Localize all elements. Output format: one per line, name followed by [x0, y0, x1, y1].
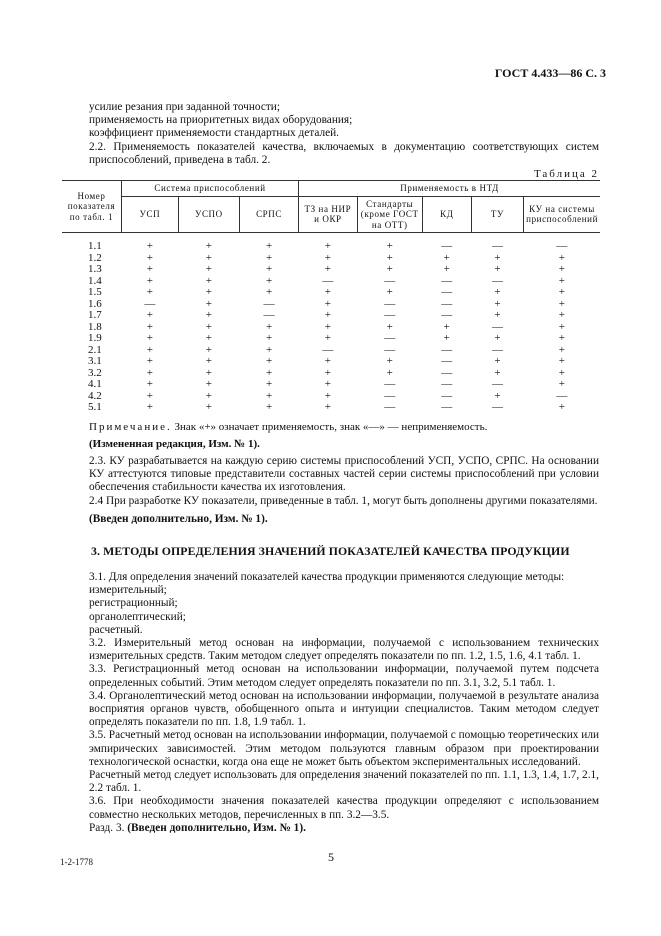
table-cell: +: [265, 320, 273, 333]
table-cell: +: [386, 320, 393, 333]
table-cell: +: [558, 309, 565, 321]
table-cell: +: [205, 251, 212, 264]
table-2: [62, 180, 600, 414]
th-tu: ТУ: [471, 196, 523, 233]
table-cell: —: [441, 240, 453, 252]
table-cell: +: [494, 366, 501, 379]
table-cell: —: [491, 240, 503, 252]
table-cell: +: [205, 286, 212, 298]
th-standards: Стандарты (кроме ГОСТ на ОТТ): [357, 196, 422, 233]
intro-line-1: усилие резания при заданной точности;: [89, 101, 280, 113]
table-cell: +: [494, 263, 501, 275]
paragraph-3-1: 3.1. Для определения значений показателей качества продукции применяются следующие методы:: [89, 571, 565, 583]
table-cell: +: [146, 286, 153, 298]
note-label: Примечание.: [89, 421, 172, 433]
th-uspo: УСПО: [178, 196, 239, 233]
table-row: [62, 287, 600, 299]
table-cell: +: [324, 286, 331, 298]
row-number-cell: 1.3: [88, 263, 102, 275]
table-cell: +: [558, 401, 565, 413]
table-cell: +: [558, 297, 565, 310]
edit-note-1: (Измененная редакция, Изм. № 1).: [89, 438, 260, 451]
table-cell: +: [494, 251, 501, 264]
row-number-cell: 1.8: [88, 320, 102, 333]
section-3-body: [89, 571, 599, 835]
table-cell: +: [324, 251, 331, 264]
table-cell: +: [205, 401, 212, 413]
table-cell: +: [324, 240, 331, 252]
table-cell: +: [494, 286, 501, 298]
table-row: [62, 368, 600, 380]
row-number-cell: 4.1: [88, 378, 102, 390]
paragraph-2-3: 2.3. КУ разрабатывается на каждую серию системы приспособлений УСП, УСПО, СРПС. На основании КУ аттестуются типовые представители составных частей серии системы приспособлений при условии обеспечения стабильности качества их изготовления.: [89, 455, 599, 494]
table-cell: +: [558, 251, 565, 264]
table-row: [62, 379, 600, 391]
table-cell: +: [205, 332, 212, 344]
table-cell: +: [443, 332, 450, 344]
intro-block: [89, 101, 599, 167]
table-cell: +: [265, 389, 273, 402]
table-row: [62, 391, 600, 403]
table-cell: +: [443, 263, 450, 275]
footer-code: 1-2-1778: [60, 857, 93, 867]
table-row: [62, 322, 600, 334]
table-cell: —: [441, 389, 453, 402]
table-cell: +: [265, 240, 273, 252]
table-cell: —: [441, 401, 453, 413]
section-3-title: 3. МЕТОДЫ ОПРЕДЕЛЕНИЯ ЗНАЧЕНИЙ ПОКАЗАТЕЛЕЙ КАЧЕСТВА ПРОДУКЦИИ: [91, 544, 570, 558]
paragraph-3-5: 3.5. Расчетный метод основан на использовании информации, получаемой с помощью теоретических или эмпирических зависимостей. Этим методом пользуются главным образом при проектировании технологической оснастки, когда она еще не может быть объектом экспериментальных исследований.: [89, 729, 599, 768]
table-cell: —: [384, 378, 396, 390]
table-cell: +: [205, 309, 212, 321]
table-cell: +: [558, 263, 565, 275]
table-cell: +: [494, 297, 501, 310]
table-cell: +: [205, 389, 212, 402]
th-tz: ТЗ на НИР и ОКР: [299, 196, 357, 233]
table-row: [62, 264, 600, 276]
table-cell: +: [558, 332, 565, 344]
table-cell: +: [265, 355, 273, 367]
table-row: [62, 402, 600, 414]
row-number-cell: 1.4: [88, 274, 102, 287]
table-cell: +: [205, 297, 212, 310]
method-4: расчетный.: [89, 623, 143, 636]
table-cell: +: [205, 378, 212, 390]
table-cell: —: [263, 297, 275, 310]
row-number-cell: 2.1: [88, 343, 102, 356]
table-cell: +: [205, 240, 212, 252]
table-cell: —: [322, 274, 334, 287]
note-text: Знак «+» означает применяемость, знак «—» — неприменяемость.: [171, 421, 488, 433]
table-caption: Таблица 2: [533, 168, 599, 180]
table-cell: +: [146, 343, 153, 356]
th-usp: УСП: [121, 196, 178, 233]
table-cell: —: [441, 355, 453, 367]
table-cell: —: [441, 309, 453, 321]
table-cell: +: [205, 366, 212, 379]
paragraph-2-2: 2.2. Применяемость показателей качества, включаемых в документацию соответствующих систем приспособлений, приведена в табл. 2.: [89, 140, 599, 166]
table-cell: +: [265, 263, 273, 275]
table-cell: —: [384, 389, 396, 402]
table-cell: +: [146, 274, 153, 287]
table-cell: +: [146, 251, 153, 264]
table-row: [62, 345, 600, 357]
table-row: [62, 310, 600, 322]
table-cell: +: [386, 355, 393, 367]
table-cell: —: [144, 297, 156, 310]
table-cell: —: [441, 366, 453, 379]
table-cell: —: [384, 274, 396, 287]
table-cell: +: [146, 309, 153, 321]
table-cell: +: [265, 332, 273, 344]
table-cell: +: [558, 274, 565, 287]
intro-line-2: применяемость на приоритетных видах оборудования;: [89, 114, 353, 127]
razd-3-note: [89, 822, 599, 835]
table-cell: +: [443, 251, 450, 264]
method-3: органолептический;: [89, 610, 186, 623]
table-cell: —: [384, 309, 396, 321]
th-group-ntd: Применяемость в НТД: [299, 181, 600, 197]
paragraph-3-2: 3.2. Измерительный метод основан на информации, получаемой с использованием технических измерительных средств. Таким методом следует определять показатели по пп. 1.2, 1.5, 1.6, 4.1 табл. 1.: [89, 637, 599, 663]
table-cell: —: [491, 378, 503, 390]
table-cell: +: [558, 378, 565, 390]
table-cell: +: [386, 263, 393, 275]
table-cell: +: [386, 366, 393, 379]
table-cell: +: [146, 355, 153, 367]
paragraph-3-6: 3.6. При необходимости значения показателей качества продукции определяют с использованием совместно нескольких методов, перечисленных в пп. 3.2—3.5.: [89, 795, 599, 821]
table-row: [62, 276, 600, 288]
table-body: [62, 233, 600, 414]
table-cell: +: [494, 309, 501, 321]
page-number: 5: [328, 850, 334, 864]
note-block: [89, 421, 599, 451]
table-cell: +: [265, 286, 273, 298]
th-num: Номер показателя по табл. 1: [62, 181, 121, 233]
table-row: [62, 253, 600, 265]
razd-prefix: Разд. 3.: [89, 821, 128, 834]
table-cell: —: [441, 274, 453, 287]
table-row: [62, 333, 600, 345]
table-cell: —: [556, 240, 568, 252]
paragraph-3-3: 3.3. Регистрационный метод основан на использовании информации, получаемой путем подсчета определенных событий. Этим методом следует определять показатели по пп. 3.1, 3.2, 5.1 табл. 1.: [89, 663, 599, 689]
row-number-cell: 3.1: [88, 355, 102, 367]
table-cell: +: [494, 355, 501, 367]
row-number-cell: 1.2: [88, 251, 102, 264]
section-2-cont: [89, 455, 599, 526]
table-cell: —: [491, 274, 503, 287]
table-cell: +: [265, 366, 273, 379]
table-cell: +: [324, 263, 331, 275]
row-number-cell: 1.9: [88, 332, 102, 344]
intro-line-3: коэффициент применяемости стандартных деталей.: [89, 127, 339, 140]
th-kd: КД: [422, 196, 471, 233]
table-cell: +: [494, 389, 501, 402]
table-cell: +: [146, 389, 153, 402]
method-1: измерительный;: [89, 584, 167, 597]
table-cell: +: [558, 320, 565, 333]
table-cell: +: [265, 343, 273, 356]
table-cell: +: [146, 366, 153, 379]
row-number-cell: 1.5: [88, 286, 102, 298]
paragraph-2-4: 2.4 При разработке КУ показатели, приведенные в табл. 1, могут быть дополнены другими показателями.: [89, 494, 598, 507]
table-cell: —: [263, 309, 275, 321]
table-cell: —: [384, 343, 396, 356]
table-cell: +: [386, 251, 393, 264]
table-cell: —: [441, 297, 453, 310]
table-cell: +: [558, 286, 565, 298]
table-cell: +: [324, 366, 331, 379]
table-cell: —: [491, 343, 503, 356]
table-row: [62, 233, 600, 253]
table-cell: +: [146, 320, 153, 333]
table-cell: +: [386, 286, 393, 298]
table-cell: —: [441, 343, 453, 356]
table-cell: +: [558, 343, 565, 356]
table-cell: +: [205, 355, 212, 367]
table-cell: +: [558, 366, 565, 379]
table-cell: +: [265, 401, 273, 413]
table-cell: +: [443, 320, 450, 333]
paragraph-3-4: 3.4. Органолептический метод основан на использовании информации, получаемой в результате анализа восприятия органов чувств, обобщенного опыта и интуиции специалистов. Таким методом следует определять показатели по пп. 1.8, 1.9 табл. 1.: [89, 689, 599, 729]
table-cell: +: [265, 378, 273, 390]
table-cell: —: [491, 320, 503, 333]
table-cell: +: [558, 355, 565, 367]
table-cell: —: [491, 401, 503, 413]
table-cell: +: [205, 263, 212, 275]
table-cell: —: [441, 286, 453, 298]
table-cell: +: [324, 378, 331, 390]
th-srps: СРПС: [239, 196, 298, 233]
table-cell: —: [556, 389, 568, 402]
table-cell: +: [324, 355, 331, 367]
table-cell: +: [324, 389, 331, 402]
row-number-cell: 1.7: [88, 309, 102, 321]
table-cell: +: [205, 320, 212, 333]
page-header: ГОСТ 4.433—86 С. 3: [494, 66, 606, 80]
edit-note-2: (Введен дополнительно, Изм. № 1).: [89, 512, 268, 525]
table-cell: +: [386, 240, 393, 252]
table-cell: —: [384, 332, 396, 344]
row-number-cell: 1.6: [88, 297, 102, 310]
row-number-cell: 5.1: [88, 401, 102, 413]
table-cell: +: [324, 297, 331, 310]
table-row: [62, 299, 600, 311]
table-cell: +: [324, 401, 331, 413]
th-ku: КУ на системы приспособлений: [524, 196, 600, 233]
table-cell: +: [146, 332, 153, 344]
table-row: [62, 356, 600, 368]
table-cell: +: [146, 263, 153, 275]
row-number-cell: 4.2: [88, 389, 102, 402]
row-number-cell: 3.2: [88, 366, 102, 379]
table-cell: —: [384, 297, 396, 310]
table-cell: +: [146, 240, 153, 252]
table-cell: +: [205, 343, 212, 356]
edit-note-3: (Введен дополнительно, Изм. № 1).: [127, 821, 306, 834]
table-cell: +: [265, 251, 273, 264]
table-cell: —: [384, 401, 396, 413]
table-cell: +: [205, 274, 212, 287]
paragraph-3-5b: Расчетный метод следует использовать для определения значений показателей по пп. 1.1, 1.3, 1.4, 1.7, 2.1, 2.2 табл. 1.: [89, 769, 599, 795]
method-2: регистрационный;: [89, 597, 178, 610]
table-cell: +: [265, 274, 273, 287]
table-cell: +: [146, 401, 153, 413]
table-cell: +: [324, 309, 331, 321]
table-cell: —: [322, 343, 334, 356]
row-number-cell: 1.1: [88, 240, 102, 252]
table-cell: +: [324, 320, 331, 333]
table-cell: +: [146, 378, 153, 390]
table-cell: +: [324, 332, 331, 344]
table-cell: +: [494, 332, 501, 344]
table-cell: —: [441, 378, 453, 390]
th-group-systems: Система приспособлений: [121, 181, 298, 197]
